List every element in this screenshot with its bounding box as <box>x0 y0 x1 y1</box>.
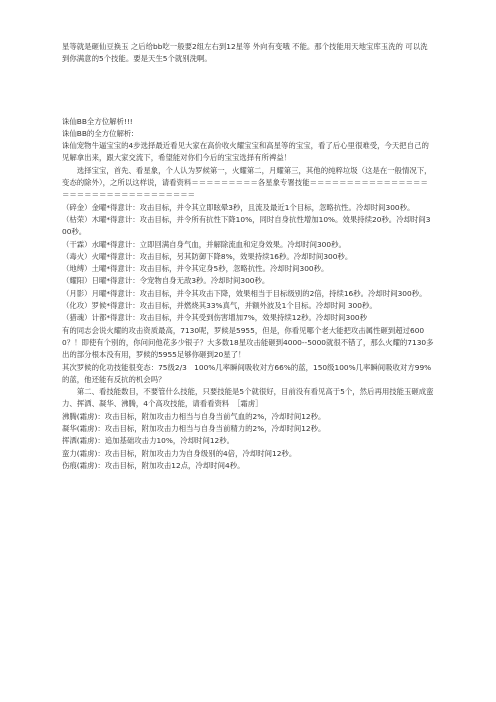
skill-line: （毒火）火曜*得意计：攻击目标，另其防御下降8%，效果持续16秒。冷却时间300秒。 <box>62 251 353 261</box>
skill2-line: 凝华(霜虏)：攻击目标，附加攻击力相当与自身当前精力的2%，冷却时间12秒。 <box>62 424 326 434</box>
skill2-line: 沸腾(霜虏)：攻击目标，附加攻击力相当与自身当前气血的2%，冷却时间12秒。 <box>62 411 326 421</box>
article-subheading: 诛仙BB的全方位解析: <box>62 128 134 138</box>
skill-line: （化攻）罗候*得意计：攻击目标，并燃烧其33%真气，并额外波及1个目标。冷却时间 300秒。 <box>62 301 377 311</box>
article-heading: 诛仙BB全方位解析!!! <box>62 116 133 126</box>
skill-line: （干霖）水曜*得意计：立即回满自身气血，并解除流血和定身效果。冷却时间300秒。 <box>62 239 346 249</box>
section-spacer <box>62 66 434 116</box>
skill-line: （地缚）土曜*得意计：攻击目标，并令其定身5秒，忽略抗性。冷却时间300秒。 <box>62 264 329 274</box>
skill-line: （枯荣）木曜*得意计：攻击目标，并令所有抗性下降10%，同时自身抗性增加10%。效果持续20秒。冷却时间300秒。 <box>62 214 431 237</box>
skill-line: （碎金）金曜*得意计：攻击目标，并令其立即眩晕3秒，且流及最近1个目标，忽略抗性。冷却时间300秒。 <box>62 202 415 212</box>
skill-line: （猎魂）计都*得意计：攻击目标，并令其受到伤害增加7%，效果持续12秒。冷却时间300秒 <box>62 313 367 323</box>
skill2-line: 蛮力(霜虏)：攻击目标，附加攻击力为自身级别的4倍，冷却时间12秒。 <box>62 448 297 458</box>
skill2-line: 挥洒(霜虏)：追加基础攻击力10%，冷却时间12秒。 <box>62 436 235 446</box>
skill-line: （耀阳）日曜*得意计：令宠物自身无敌3秒。冷却时间300秒。 <box>62 276 270 286</box>
article-paragraph-5: 第二、看技能数目，不要管什么技能，只要技能是5个就很好，目前没有看见高于5个，然后再用技能玉砸成蛮力、挥洒、凝华、沸腾，4个高攻技能，请看看资料 ［霜虏］ <box>62 387 434 409</box>
article-paragraph-3: 有的同志会说火耀的攻击资质最高，7130呢，罗候是5955，但是，你看见哪个老大能把攻击属性砸到超过6000？！即使有个别的，你问问他花多少银子？大多数18星攻击能砸到4000--5000就很不错了，那么火耀的7130多出的部分根本没有用，罗候的5955足够你砸到20星了！ <box>62 325 434 360</box>
article-paragraph-2: 选择宝宝，首先、看星象，个人认为罗候第一，火耀第二，月耀第三，其他的纯粹垃圾（这是在一般情况下，变态的除外），之所以这样说，请看资料＝＝＝＝＝＝＝＝＝各星象专署技能＝＝＝＝＝＝＝＝＝＝＝＝＝＝＝＝＝＝＝＝＝＝＝＝＝＝＝＝＝＝＝＝＝＝ <box>62 165 432 200</box>
article-paragraph-1: 诛仙宠物牛逼宝宝的4步选择最近看见大家在高价收火耀宝宝和高星等的宝宝，看了后心里很难受，今天把自己的见解拿出来，跟大家交流下，希望能对你们今后的宝宝选择有所裨益！ <box>62 141 429 163</box>
document-page <box>62 41 434 472</box>
skill2-line: 伤痕(霜虏)：攻击目标，附加攻击12点，冷却时间4秒。 <box>62 460 245 470</box>
skill-line: （月影）月曜*得意计：攻击目标，并令其攻击下降，效果相当于目标级别的2倍，持续16秒。冷却时间300秒。 <box>62 288 427 298</box>
article-paragraph-4: 其次罗候的化功技能很变态：75级2/3 100%几率瞬间吸收对方66%的蓝，150级100%几率瞬间吸收对方99%的蓝，他还能有反抗的机会吗？ <box>62 362 432 384</box>
intro-paragraph: 星等就是砸仙豆换玉 之后给bb吃一般要2组左右到12星等 外向有变哦 不能。那个技能用天地宝库玉洗的 可以洗到你满意的5个技能。要是天生5个就别洗啊。 <box>62 42 428 64</box>
